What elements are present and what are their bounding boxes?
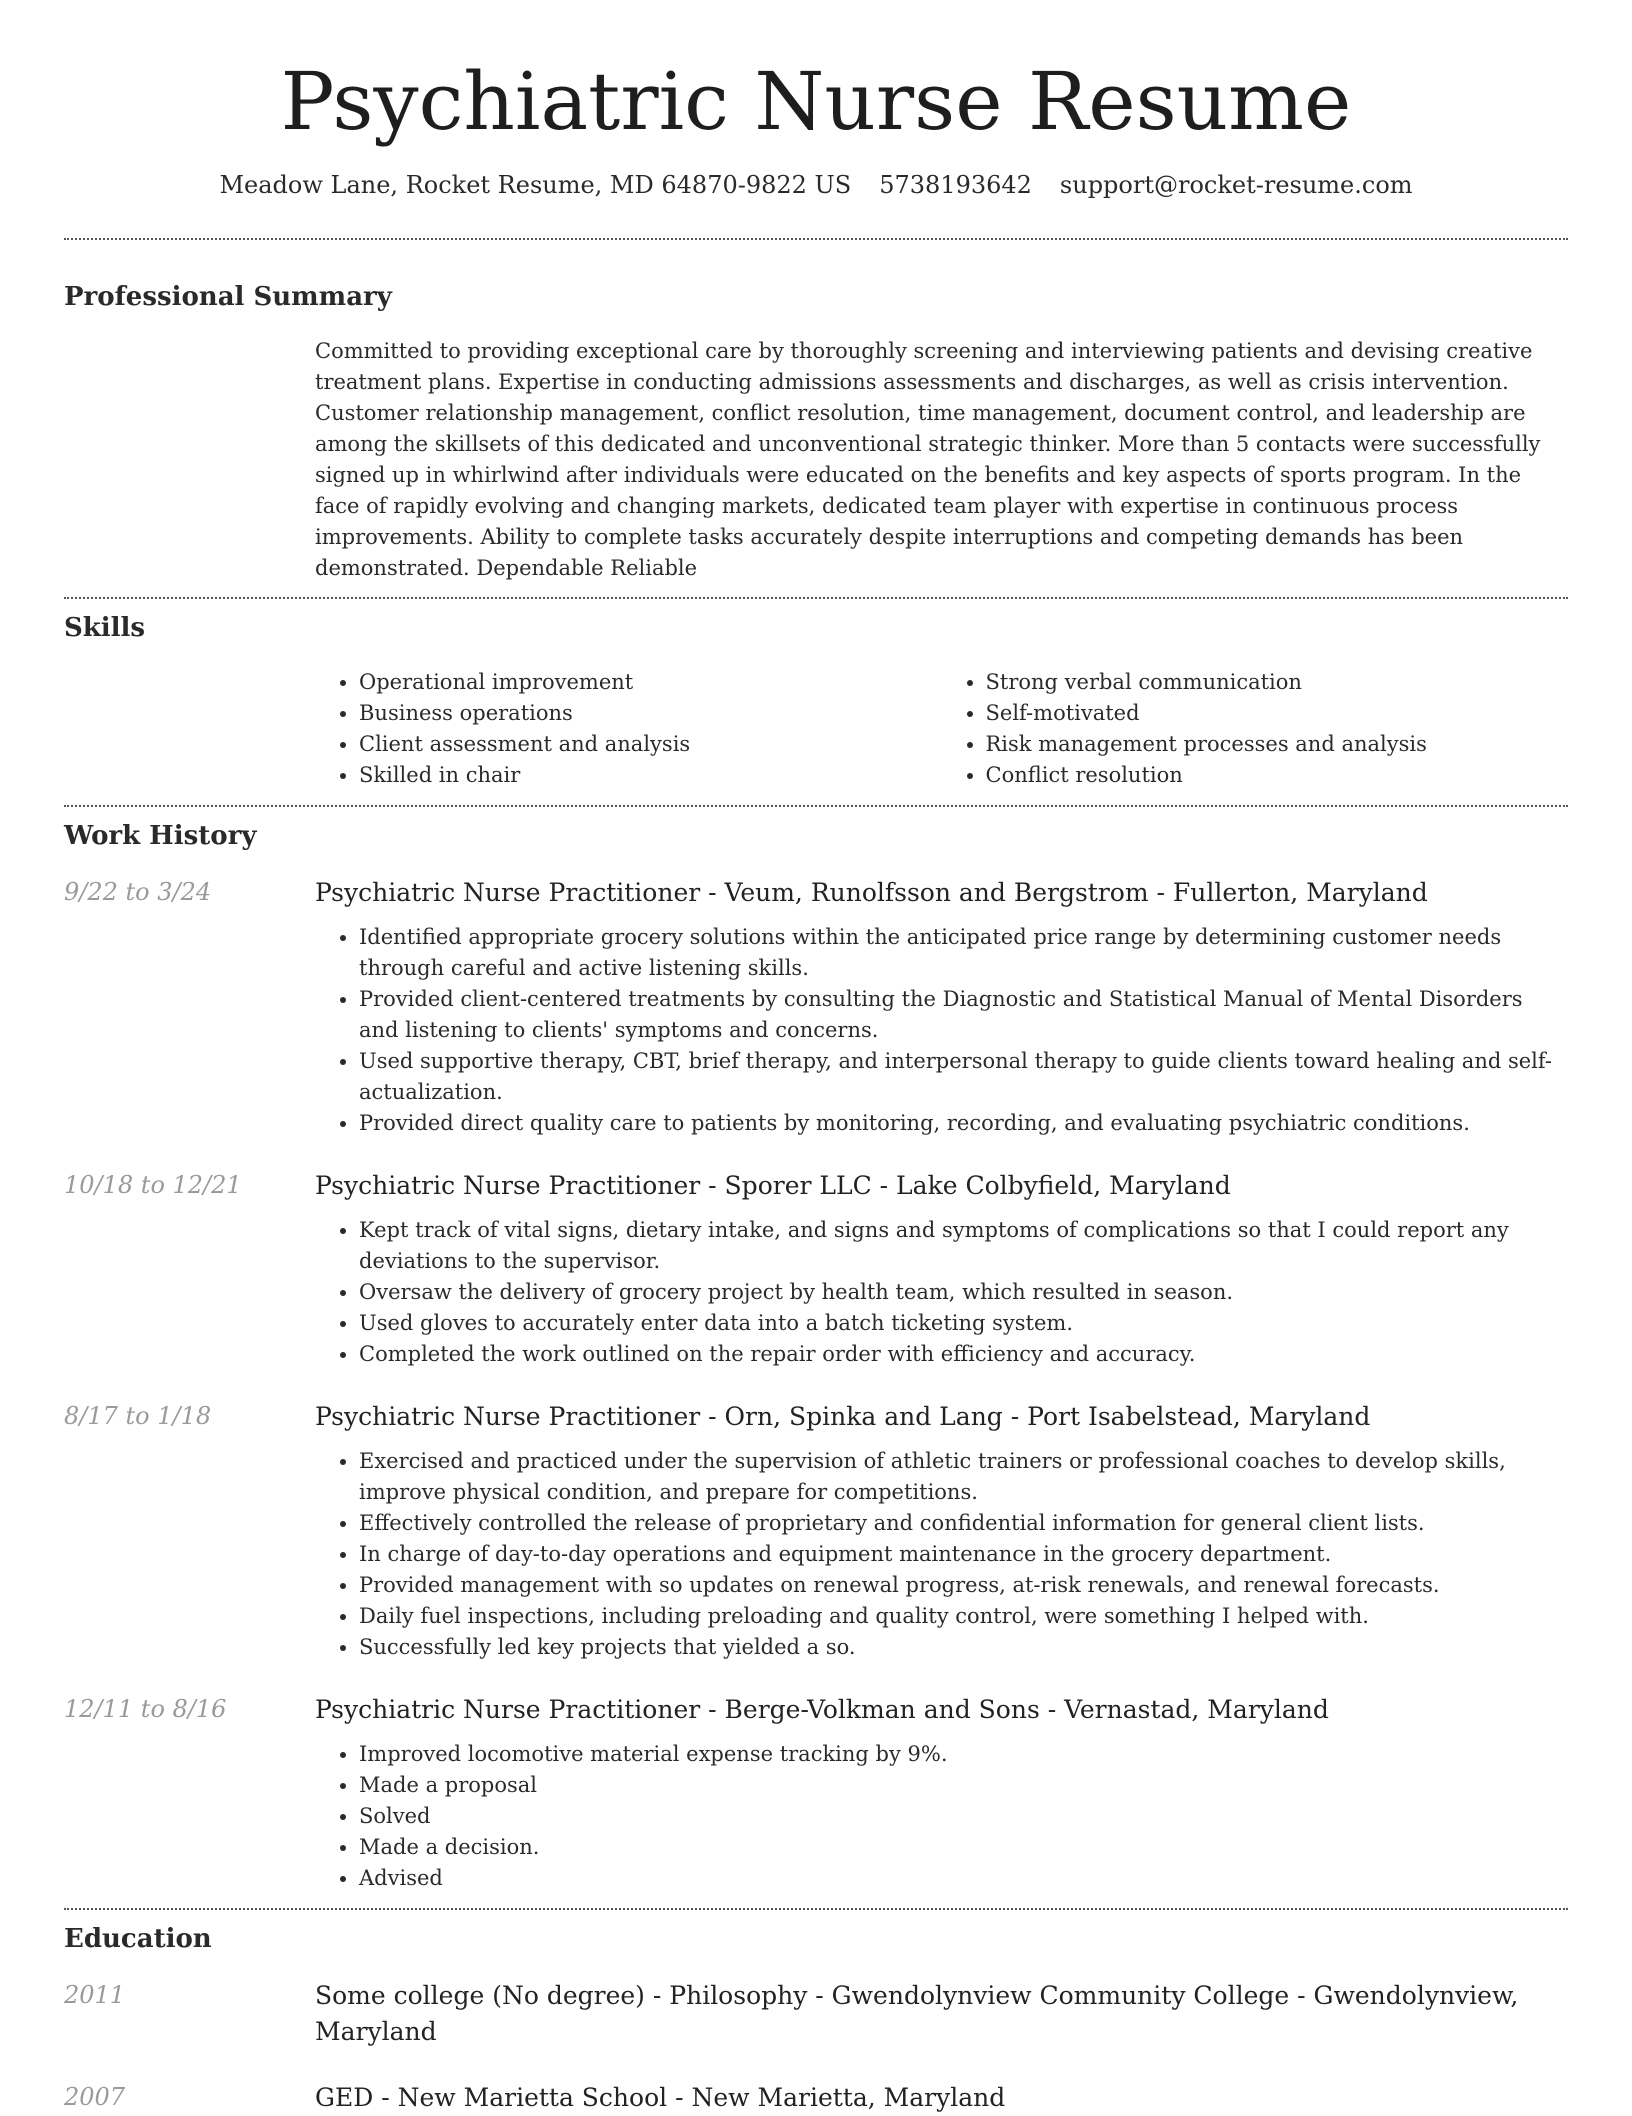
job-bullet: • Exercised and practiced under the supervision of athletic trainers or professional coaches to develop skills, improve physical condition, and prepare for competitions. [359, 1446, 1568, 1508]
job-title: Psychiatric Nurse Practitioner [315, 1171, 701, 1200]
job-bullet: • Advised [359, 1863, 1568, 1894]
job-employer: - Orn, Spinka and Lang - Port Isabelstead, Maryland [700, 1402, 1371, 1431]
job-bullets [315, 922, 1568, 1139]
job-bullet: • Made a proposal [359, 1770, 1568, 1801]
education-text: Some college (No degree) - Philosophy - Gwendolynview Community College - Gwendolynview, Maryland [315, 1981, 1519, 2046]
job-entry [64, 1399, 1568, 1663]
job-bullets [315, 1446, 1568, 1663]
skill-item: • Strong verbal communication [986, 667, 1569, 698]
education-date: 2007 [64, 2083, 126, 2111]
summary-section [64, 280, 1568, 584]
divider [64, 805, 1568, 807]
skill-item: • Business operations [359, 698, 942, 729]
education-entry [64, 2080, 1568, 2116]
contact-line [64, 168, 1568, 202]
job-bullet: • Identified appropriate grocery solutions within the anticipated price range by determining customer needs through careful and active listening skills. [359, 922, 1568, 984]
skill-item: • Self-motivated [986, 698, 1569, 729]
job-bullet: • Used supportive therapy, CBT, brief therapy, and interpersonal therapy to guide clients toward healing and self-actualization. [359, 1046, 1568, 1108]
job-heading [315, 1168, 1568, 1204]
skills-heading: Skills [64, 613, 146, 643]
job-employer: - Berge-Volkman and Sons - Vernastad, Maryland [700, 1695, 1329, 1724]
job-entry [64, 1692, 1568, 1894]
skill-item: • Conflict resolution [986, 760, 1569, 791]
job-date: 12/11 to 8/16 [64, 1695, 227, 1723]
education-text: GED - New Marietta School - New Marietta, Maryland [315, 2083, 1006, 2112]
skills-section [64, 611, 1568, 791]
job-bullets [315, 1215, 1568, 1370]
education-section [64, 1922, 1568, 2116]
divider [64, 1908, 1568, 1910]
summary-heading: Professional Summary [64, 282, 392, 312]
skills-list-right [942, 667, 1569, 791]
job-bullet: • Oversaw the delivery of grocery project by health team, which resulted in season. [359, 1277, 1568, 1308]
job-title: Psychiatric Nurse Practitioner [315, 1695, 701, 1724]
summary-text: Committed to providing exceptional care by thoroughly screening and interviewing patients and devising creative treatment plans. Expertise in conducting admissions assessments and discharges, as well as crisis intervention. Customer relationship management, conflict resolution, time management, document control, and leadership are among the skillsets of this dedicated and unconventional strategic thinker. More than 5 contacts were successfully signed up in whirlwind after individuals were educated on the benefits and key aspects of sports program. In the face of rapidly evolving and changing markets, dedicated team player with expertise in continuous process improvements. Ability to complete tasks accurately despite interruptions and competing demands has been demonstrated. Dependable Reliable [315, 339, 1541, 580]
job-bullet: • Kept track of vital signs, dietary intake, and signs and symptoms of complications so that I could report any deviations to the supervisor. [359, 1215, 1568, 1277]
job-bullet: • Provided direct quality care to patients by monitoring, recording, and evaluating psychiatric conditions. [359, 1108, 1568, 1139]
job-date: 8/17 to 1/18 [64, 1402, 212, 1430]
skill-item: • Client assessment and analysis [359, 729, 942, 760]
job-employer: - Sporer LLC - Lake Colbyfield, Maryland [700, 1171, 1231, 1200]
job-title: Psychiatric Nurse Practitioner [315, 878, 701, 907]
skill-item: • Skilled in chair [359, 760, 942, 791]
resume-title: Psychiatric Nurse Resume [280, 55, 1352, 148]
job-date: 10/18 to 12/21 [64, 1171, 242, 1199]
job-bullets [315, 1739, 1568, 1894]
divider [64, 238, 1568, 240]
work-heading: Work History [64, 821, 257, 851]
job-bullet: • Solved [359, 1801, 1568, 1832]
job-employer: - Veum, Runolfsson and Bergstrom - Fullerton, Maryland [700, 878, 1428, 907]
job-title: Psychiatric Nurse Practitioner [315, 1402, 701, 1431]
resume-page [64, 0, 1568, 2116]
education-entry [64, 1978, 1568, 2050]
job-bullet: • Used gloves to accurately enter data into a batch ticketing system. [359, 1308, 1568, 1339]
job-entry [64, 875, 1568, 1139]
job-bullet: • Completed the work outlined on the repair order with efficiency and accuracy. [359, 1339, 1568, 1370]
education-date: 2011 [64, 1981, 126, 2009]
job-heading [315, 1692, 1568, 1728]
skill-item: • Operational improvement [359, 667, 942, 698]
skills-list-left [315, 667, 942, 791]
job-bullet: • Effectively controlled the release of proprietary and confidential information for general client lists. [359, 1508, 1568, 1539]
job-bullet: • In charge of day-to-day operations and equipment maintenance in the grocery department. [359, 1539, 1568, 1570]
job-bullet: • Successfully led key projects that yielded a so. [359, 1632, 1568, 1663]
contact-address: Meadow Lane, Rocket Resume, MD 64870-9822 US [219, 171, 852, 199]
skill-item: • Risk management processes and analysis [986, 729, 1569, 760]
job-heading [315, 875, 1568, 911]
job-bullet: • Made a decision. [359, 1832, 1568, 1863]
job-bullet: • Daily fuel inspections, including preloading and quality control, were something I helped with. [359, 1601, 1568, 1632]
divider [64, 597, 1568, 599]
contact-email: support@rocket-resume.com [1059, 171, 1413, 199]
job-bullet: • Provided management with so updates on renewal progress, at-risk renewals, and renewal forecasts. [359, 1570, 1568, 1601]
job-date: 9/22 to 3/24 [64, 878, 212, 906]
job-entry [64, 1168, 1568, 1370]
contact-phone: 5738193642 [879, 171, 1032, 199]
work-section [64, 819, 1568, 1894]
job-heading [315, 1399, 1568, 1435]
job-bullet: • Provided client-centered treatments by consulting the Diagnostic and Statistical Manual of Mental Disorders and listening to clients' symptoms and concerns. [359, 984, 1568, 1046]
education-heading: Education [64, 1924, 212, 1954]
job-bullet: • Improved locomotive material expense tracking by 9%. [359, 1739, 1568, 1770]
